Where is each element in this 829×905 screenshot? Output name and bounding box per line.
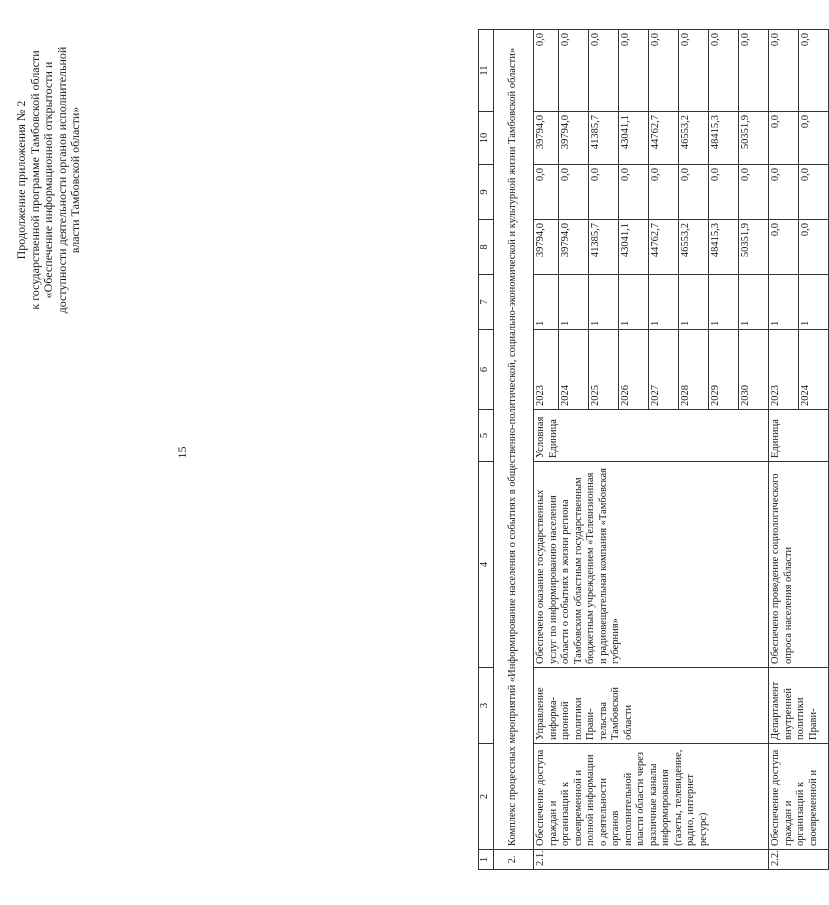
value-cell: 39794,0 xyxy=(559,112,589,165)
table-row xyxy=(534,30,559,870)
col-number: 1 xyxy=(479,850,494,870)
value-cell: 1 xyxy=(649,275,679,330)
value-cell: 1 xyxy=(559,275,589,330)
value-cell: 0,0 xyxy=(799,30,829,112)
col-number: 9 xyxy=(479,165,494,220)
col-number: 4 xyxy=(479,462,494,668)
item-executor: Управление информа-ционной политики Прави-тельства Тамбовской области xyxy=(534,668,769,744)
value-cell: 0,0 xyxy=(619,165,649,220)
year-cell: 2026 xyxy=(619,330,649,410)
col-number: 5 xyxy=(479,410,494,462)
value-cell: 0,0 xyxy=(619,30,649,112)
value-cell: 1 xyxy=(709,275,739,330)
item-result: Обеспечено оказание государственных услуг по информированию населения области о событиях в жизни региона Тамбовским областным государственным бюджетным учреждением «Телевизионная и радиовещательная компания «Тамбовская губерния» xyxy=(534,462,769,668)
section-row xyxy=(494,30,534,870)
value-cell: 0,0 xyxy=(534,30,559,112)
value-cell: 0,0 xyxy=(769,30,799,112)
value-cell: 41385,7 xyxy=(589,220,619,275)
appendix-line: к государственной программе Тамбовской области xyxy=(27,50,42,310)
value-cell: 50351,9 xyxy=(739,220,769,275)
value-cell: 0,0 xyxy=(534,165,559,220)
value-cell: 0,0 xyxy=(559,165,589,220)
value-cell: 0,0 xyxy=(589,30,619,112)
col-number: 7 xyxy=(479,275,494,330)
value-cell: 0,0 xyxy=(679,30,709,112)
value-cell: 0,0 xyxy=(799,165,829,220)
item-unit: Условная Единица xyxy=(534,410,769,462)
program-table xyxy=(478,29,829,870)
value-cell: 39794,0 xyxy=(534,112,559,165)
column-number-row xyxy=(479,30,494,870)
value-cell: 44762,7 xyxy=(649,112,679,165)
year-cell: 2024 xyxy=(559,330,589,410)
value-cell: 46553,2 xyxy=(679,112,709,165)
value-cell: 50351,9 xyxy=(739,112,769,165)
value-cell: 0,0 xyxy=(709,165,739,220)
value-cell: 0,0 xyxy=(799,112,829,165)
value-cell: 1 xyxy=(769,275,799,330)
year-cell: 2023 xyxy=(769,330,799,410)
item-unit: Единица xyxy=(769,410,829,462)
item-name: Обеспечение доступа граждан и организаций к своевременной и xyxy=(769,744,829,850)
value-cell: 39794,0 xyxy=(559,220,589,275)
value-cell: 0,0 xyxy=(679,165,709,220)
appendix-line: власти Тамбовской области» xyxy=(68,106,82,254)
col-number: 6 xyxy=(479,330,494,410)
value-cell: 0,0 xyxy=(709,30,739,112)
value-cell: 1 xyxy=(679,275,709,330)
year-cell: 2027 xyxy=(649,330,679,410)
col-number: 10 xyxy=(479,112,494,165)
value-cell: 0,0 xyxy=(559,30,589,112)
section-title: Комплекс процессных мероприятий «Информирование населения о событиях в общественно-политической, социально-экономической и культурной жизни Тамбовской области» xyxy=(494,30,534,850)
value-cell: 1 xyxy=(534,275,559,330)
value-cell: 39794,0 xyxy=(534,220,559,275)
item-name: Обеспечение доступа граждан и организаций к своевременной и полной информации о деятельности органов исполнительной власти области через различные каналы информирования (газеты, телевидение, радио, интернет ресурс) xyxy=(534,744,769,850)
year-cell: 2023 xyxy=(534,330,559,410)
value-cell: 44762,7 xyxy=(649,220,679,275)
value-cell: 1 xyxy=(619,275,649,330)
value-cell: 46553,2 xyxy=(679,220,709,275)
appendix-line: доступности деятельности органов исполнительной xyxy=(54,46,69,314)
year-cell: 2025 xyxy=(589,330,619,410)
col-number: 2 xyxy=(479,744,494,850)
year-cell: 2030 xyxy=(739,330,769,410)
year-cell: 2028 xyxy=(679,330,709,410)
item-number: 2.1. xyxy=(534,850,769,870)
value-cell: 43041,1 xyxy=(619,112,649,165)
item-executor: Департамент внутренней политики Прави- xyxy=(769,668,829,744)
section-number: 2. xyxy=(494,850,534,870)
appendix-line: «Обеспечение информационной открытости и xyxy=(41,61,55,299)
appendix-caption xyxy=(15,15,83,345)
value-cell: 0,0 xyxy=(739,30,769,112)
value-cell: 0,0 xyxy=(769,220,799,275)
value-cell: 48415,3 xyxy=(709,112,739,165)
value-cell: 0,0 xyxy=(739,165,769,220)
item-result: Обеспечено проведение социологического опроса населения области xyxy=(769,462,829,668)
year-cell: 2029 xyxy=(709,330,739,410)
value-cell: 0,0 xyxy=(769,112,799,165)
col-number: 8 xyxy=(479,220,494,275)
value-cell: 0,0 xyxy=(589,165,619,220)
appendix-line: Продолжение приложения № 2 xyxy=(14,100,28,260)
value-cell: 41385,7 xyxy=(589,112,619,165)
year-cell: 2024 xyxy=(799,330,829,410)
value-cell: 43041,1 xyxy=(619,220,649,275)
value-cell: 0,0 xyxy=(649,30,679,112)
page-number: 15 xyxy=(175,446,189,459)
value-cell: 0,0 xyxy=(799,220,829,275)
value-cell: 0,0 xyxy=(769,165,799,220)
table-row xyxy=(769,30,799,870)
value-cell: 1 xyxy=(799,275,829,330)
col-number: 3 xyxy=(479,668,494,744)
item-number: 2.2. xyxy=(769,850,829,870)
value-cell: 48415,3 xyxy=(709,220,739,275)
value-cell: 1 xyxy=(739,275,769,330)
value-cell: 0,0 xyxy=(649,165,679,220)
col-number: 11 xyxy=(479,30,494,112)
value-cell: 1 xyxy=(589,275,619,330)
